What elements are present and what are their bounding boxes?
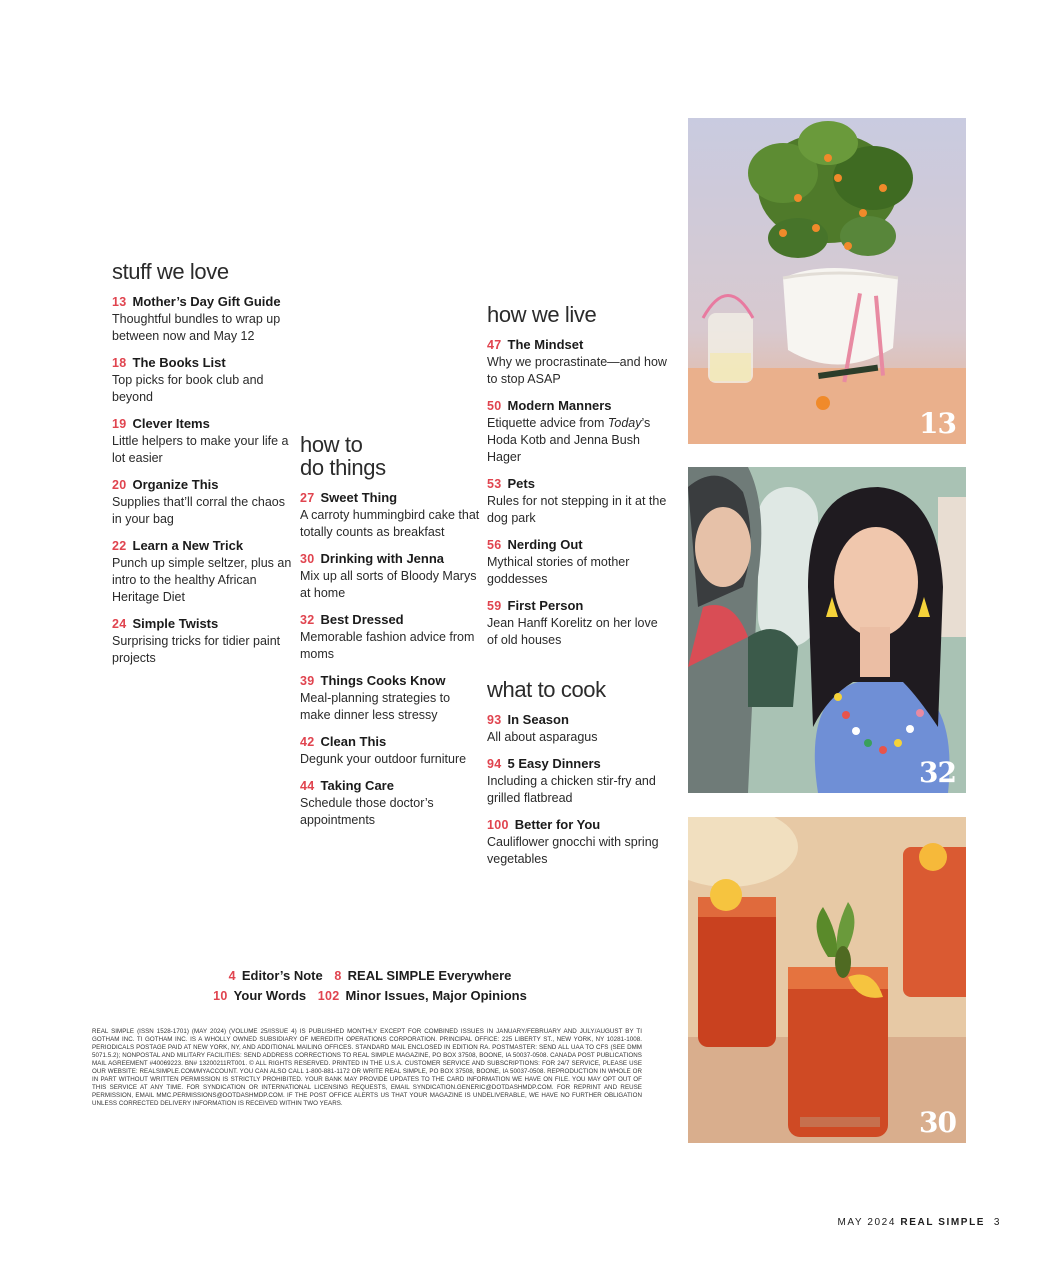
description-text: A carroty hummingbird cake that totally counts as breakfast	[300, 508, 480, 539]
entry-description	[487, 415, 667, 466]
entry-title: Nerding Out	[507, 537, 583, 552]
page-number: 4	[228, 969, 236, 983]
link-your-words[interactable]	[213, 988, 306, 1003]
entry-heading	[112, 293, 292, 311]
toc-entry[interactable]	[487, 597, 667, 649]
entry-heading	[487, 397, 667, 415]
recurring-row	[190, 986, 550, 1006]
folio-page-number: 3	[993, 1217, 1001, 1228]
entry-description	[487, 773, 667, 807]
entry-description	[300, 568, 480, 602]
section-stuff-we-love	[112, 260, 292, 676]
page-number: 50	[487, 399, 502, 413]
entry-title: First Person	[507, 598, 584, 613]
entry-title: Clever Items	[132, 416, 210, 431]
photo-page-number: 32	[919, 756, 956, 789]
folio-date: MAY 2024	[837, 1217, 897, 1228]
toc-entry[interactable]	[112, 537, 292, 606]
photo-plant-gift[interactable]	[688, 118, 966, 444]
toc-entry[interactable]	[112, 354, 292, 406]
description-text: Jean Hanff Korelitz on her love of old houses	[487, 616, 658, 647]
entry-description	[112, 555, 292, 606]
entry-description	[112, 311, 292, 345]
entry-heading	[300, 733, 480, 751]
toc-entry[interactable]	[300, 489, 480, 541]
toc-entry[interactable]	[112, 476, 292, 528]
link-title: REAL SIMPLE Everywhere	[347, 968, 512, 983]
toc-entry[interactable]	[112, 615, 292, 667]
toc-entry[interactable]	[487, 536, 667, 588]
entry-title: Best Dressed	[320, 612, 404, 627]
link-title: Minor Issues, Major Opinions	[345, 988, 527, 1003]
photo-bloody-mary[interactable]	[688, 817, 966, 1143]
entry-description	[300, 629, 480, 663]
entry-heading	[487, 336, 667, 354]
page-number: 42	[300, 735, 315, 749]
entry-description	[300, 690, 480, 724]
section-title: how to do things	[300, 432, 386, 480]
entry-title: Taking Care	[320, 778, 394, 793]
description-text: Memorable fashion advice from moms	[300, 630, 475, 661]
description-text: Mix up all sorts of Bloody Marys at home	[300, 569, 477, 600]
entry-description	[487, 729, 667, 746]
entry-title: Organize This	[132, 477, 219, 492]
description-text: All about asparagus	[487, 730, 598, 744]
description-text: Surprising tricks for tidier paint projects	[112, 634, 281, 665]
entry-description	[487, 834, 667, 868]
section-what-to-cook	[487, 678, 667, 877]
entry-description	[300, 507, 480, 541]
entry-heading	[112, 354, 292, 372]
page-number: 30	[300, 552, 315, 566]
link-minor-issues[interactable]	[318, 988, 527, 1003]
page-number: 56	[487, 538, 502, 552]
entry-title: The Mindset	[507, 337, 584, 352]
entry-heading	[112, 415, 292, 433]
page-number: 10	[213, 989, 228, 1003]
toc-entry[interactable]	[487, 475, 667, 527]
entry-heading	[300, 489, 480, 507]
description-text: Punch up simple seltzer, plus an intro to the healthy African Heritage Diet	[112, 556, 292, 604]
link-title: Your Words	[233, 988, 307, 1003]
page-number: 13	[112, 295, 127, 309]
page-number: 100	[487, 818, 509, 832]
entry-title: 5 Easy Dinners	[507, 756, 601, 771]
photo-mother-daughter-illustration[interactable]	[688, 467, 966, 793]
section-title: how we live	[487, 302, 597, 327]
section-title: stuff we love	[112, 259, 229, 284]
entry-title: Clean This	[320, 734, 387, 749]
toc-entry[interactable]	[487, 397, 667, 466]
link-title: Editor’s Note	[241, 968, 323, 983]
section-how-we-live	[487, 303, 667, 658]
description-text: Cauliflower gnocchi with spring vegetables	[487, 835, 659, 866]
entry-heading	[300, 777, 480, 795]
entry-heading	[112, 476, 292, 494]
page-number: 8	[334, 969, 342, 983]
page-number: 19	[112, 417, 127, 431]
description-text: Supplies that’ll corral the chaos in your bag	[112, 495, 286, 526]
toc-entry[interactable]	[300, 777, 480, 829]
photo-page-number: 13	[919, 407, 956, 440]
description-text: ’s Hoda Kotb and Jenna Bush Hager	[487, 416, 651, 464]
page-number: 39	[300, 674, 315, 688]
toc-entry[interactable]	[300, 550, 480, 602]
page-number: 20	[112, 478, 127, 492]
description-text: Mythical stories of mother goddesses	[487, 555, 630, 586]
entry-heading	[300, 611, 480, 629]
page-number: 59	[487, 599, 502, 613]
recurring-features	[190, 966, 550, 1006]
toc-entry[interactable]	[487, 755, 667, 807]
section-how-to-do-things	[300, 433, 480, 838]
entry-list	[112, 293, 292, 667]
entry-description	[487, 493, 667, 527]
entry-description	[487, 615, 667, 649]
entry-title: Things Cooks Know	[320, 673, 446, 688]
recurring-row	[190, 966, 550, 986]
description-text: Rules for not stepping in it at the dog park	[487, 494, 667, 525]
entry-list	[487, 711, 667, 868]
page-number: 18	[112, 356, 127, 370]
page-number: 24	[112, 617, 127, 631]
entry-title: Drinking with Jenna	[320, 551, 445, 566]
entry-description	[112, 433, 292, 467]
toc-entry[interactable]	[487, 711, 667, 746]
page-number: 102	[317, 989, 340, 1003]
section-title: what to cook	[487, 677, 606, 702]
plant-gift-image	[688, 118, 966, 444]
toc-entry[interactable]	[487, 336, 667, 388]
mother-daughter-image	[688, 467, 966, 793]
entry-description	[112, 494, 292, 528]
entry-title: Mother’s Day Gift Guide	[132, 294, 281, 309]
entry-description	[112, 633, 292, 667]
page-number: 44	[300, 779, 315, 793]
entry-title: The Books List	[132, 355, 226, 370]
entry-heading	[487, 755, 667, 773]
entry-description	[300, 795, 480, 829]
description-text: Degunk your outdoor furniture	[300, 752, 467, 766]
page-number: 94	[487, 757, 502, 771]
toc-entry[interactable]	[112, 415, 292, 467]
toc-entry[interactable]	[300, 733, 480, 768]
entry-description	[487, 354, 667, 388]
description-text: Schedule those doctor’s appointments	[300, 796, 434, 827]
description-italic: Today	[607, 416, 642, 430]
description-text: Thoughtful bundles to wrap up between now and May 12	[112, 312, 281, 343]
entry-description	[300, 751, 480, 768]
entry-heading	[487, 711, 667, 729]
toc-entry[interactable]	[487, 816, 667, 868]
toc-entry[interactable]	[300, 672, 480, 724]
entry-heading	[300, 672, 480, 690]
entry-heading	[487, 536, 667, 554]
entry-title: Learn a New Trick	[132, 538, 244, 553]
entry-description	[112, 372, 292, 406]
entry-title: Better for You	[514, 817, 601, 832]
description-text: Why we procrastinate—and how to stop ASAP	[487, 355, 667, 386]
entry-title: Pets	[507, 476, 535, 491]
folio-brand: REAL SIMPLE	[900, 1217, 986, 1228]
page-number: 32	[300, 613, 315, 627]
entry-list	[487, 336, 667, 649]
photo-page-number: 30	[919, 1106, 956, 1139]
entry-heading	[487, 597, 667, 615]
entry-title: Simple Twists	[132, 616, 219, 631]
description-text: Including a chicken stir-fry and grilled flatbread	[487, 774, 656, 805]
page-folio	[837, 1217, 1001, 1228]
entry-list	[300, 489, 480, 829]
entry-description	[487, 554, 667, 588]
entry-heading	[300, 550, 480, 568]
page-number: 93	[487, 713, 502, 727]
entry-heading	[112, 615, 292, 633]
bloody-mary-image	[688, 817, 966, 1143]
description-text: Top picks for book club and beyond	[112, 373, 264, 404]
description-text: Little helpers to make your life a lot easier	[112, 434, 289, 465]
legal-fine-print: REAL SIMPLE (ISSN 1528-1701) (MAY 2024) (VOLUME 25/ISSUE 4) IS PUBLISHED MONTHLY EXCEPT FOR COMBINED ISSUES IN JANUARY/FEBRUARY AND JULY/AUGUST BY TI GOTHAM INC. TI GOTHAM INC. IS A WHOLLY OWNED SUBSIDIARY OF MEREDITH OPERATIONS CORPORATION. PRINCIPAL OFFICE: 225 LIBERTY ST., NEW YORK, NY 10281-1008. PERIODICALS POSTAGE PAID AT NEW YORK, NY, AND ADDITIONAL MAILING OFFICES. STANDARD MAIL ENCLOSED IN EDITION RA. POSTMASTER: SEND ALL UAA TO CFS (SEE DMM 5071.5.2); NONPOSTAL AND MILITARY FACILITIES: SEND ADDRESS CORRECTIONS TO REAL SIMPLE MAGAZINE, PO BOX 37508, BOONE, IA 50037-0508. CANADA POST PUBLICATIONS MAIL AGREEMENT #40069223. BN# 13200211RT001. © ALL RIGHTS RESERVED. PRINTED IN THE U.S.A. CUSTOMER SERVICE AND SUBSCRIPTIONS: FOR 24/7 SERVICE, PLEASE USE OUR WEBSITE: REALSIMPLE.COM/MYACCOUNT. YOU CAN ALSO CALL 1-800-881-1172 OR WRITE REAL SIMPLE, PO BOX 37508, BOONE, IA 50037-0508. REPRODUCTION IN WHOLE OR IN PART WITHOUT WRITTEN PERMISSION IS STRICTLY PROHIBITED. YOUR BANK MAY PROVIDE UPDATES TO THE CARD INFORMATION WE HAVE ON FILE. YOU MAY OPT OUT OF THIS SERVICE AT ANY TIME. FOR SYNDICATION OR INTERNATIONAL LICENSING REQUESTS, EMAIL SYNDICATION.GENERIC@DOTDASHMDP.COM. FOR REPRINT AND REUSE PERMISSION, EMAIL MMC.PERMISSIONS@DOTDASHMDP.COM. IF THE POST OFFICE ALERTS US THAT YOUR MAGAZINE IS UNDELIVERABLE, WE HAVE NO FURTHER OBLIGATION UNLESS CORRECTED DELIVERY INFORMATION IS RECEIVED WITHIN TWO YEARS.	[92, 1028, 642, 1107]
page-number: 47	[487, 338, 502, 352]
link-editors-note[interactable]	[229, 968, 323, 983]
page-number: 22	[112, 539, 127, 553]
toc-entry[interactable]	[112, 293, 292, 345]
description-text: Etiquette advice from	[487, 416, 608, 430]
entry-heading	[112, 537, 292, 555]
entry-title: Modern Manners	[507, 398, 612, 413]
link-real-simple-everywhere[interactable]	[334, 968, 511, 983]
description-text: Meal-planning strategies to make dinner less stressy	[300, 691, 451, 722]
entry-title: Sweet Thing	[320, 490, 398, 505]
entry-heading	[487, 475, 667, 493]
page-number: 53	[487, 477, 502, 491]
toc-entry[interactable]	[300, 611, 480, 663]
entry-title: In Season	[507, 712, 569, 727]
page-number: 27	[300, 491, 315, 505]
entry-heading	[487, 816, 667, 834]
